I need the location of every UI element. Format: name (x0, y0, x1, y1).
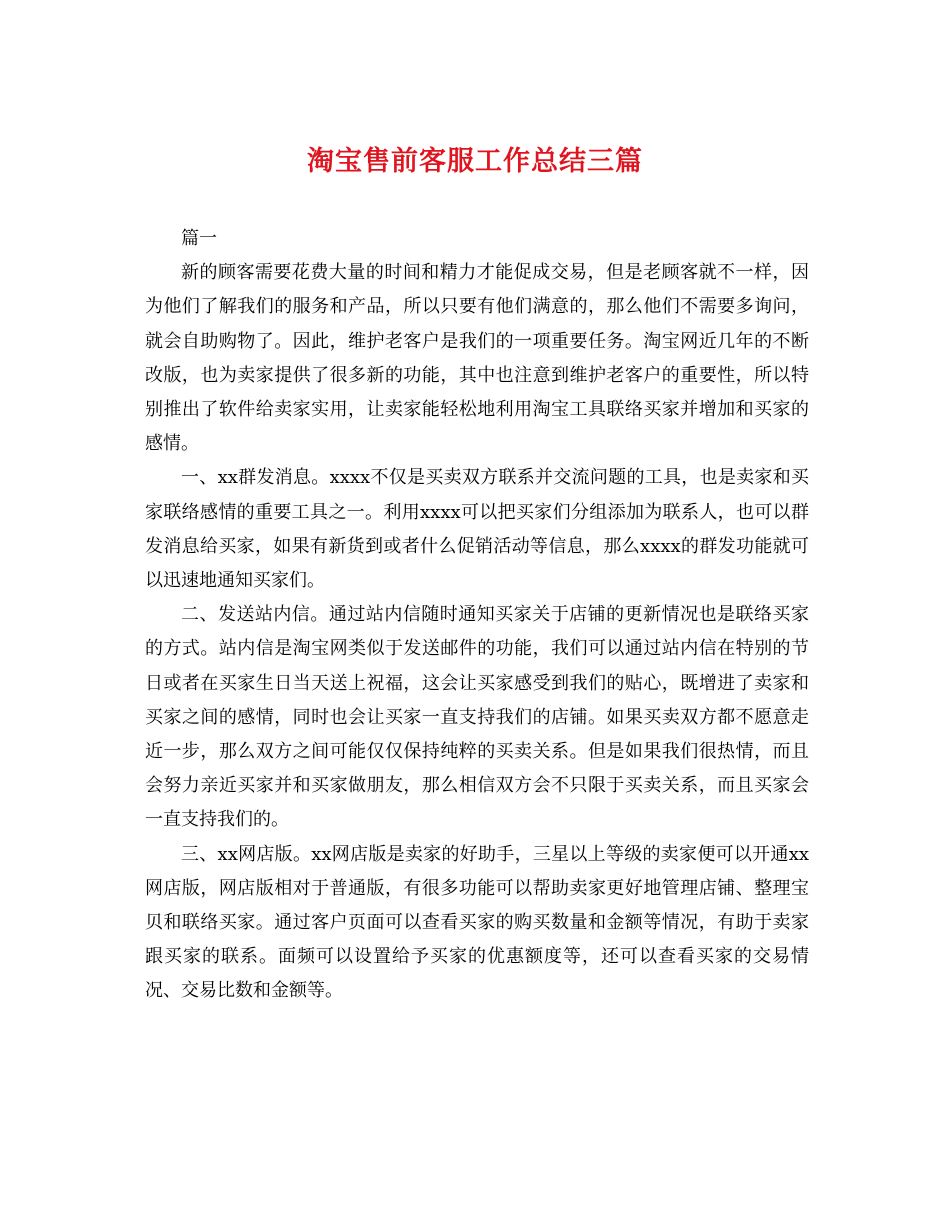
body-paragraph: 新的顾客需要花费大量的时间和精力才能促成交易，但是老顾客就不一样，因为他们了解我们的服务和产品，所以只要有他们满意的，那么他们不需要多询问，就会自助购物了。因此，维护老客户是我们的一项重要任务。淘宝网近几年的不断改版，也为卖家提供了很多新的功能，其中也注意到维护老客户的重要性，所以特别推出了软件给卖家实用，让卖家能轻松地利用淘宝工具联络买家并增加和买家的感情。 (145, 262, 809, 455)
document-body (145, 222, 809, 1009)
body-paragraph: 一、xx群发消息。xxxx不仅是买卖双方联系并交流问题的工具，也是卖家和买家联络感情的重要工具之一。利用xxxx可以把买家们分组添加为联系人，也可以群发消息给买家，如果有新货到或者什么促销活动等信息，那么xxxx的群发功能就可以迅速地通知买家们。 (145, 467, 809, 592)
body-paragraph: 二、发送站内信。通过站内信随时通知买家关于店铺的更新情况也是联络买家的方式。站内信是淘宝网类似于发送邮件的功能，我们可以通过站内信在特别的节日或者在买家生日当天送上祝福，这会让买家感受到我们的贴心，既增进了卖家和买家之间的感情，同时也会让买家一直支持我们的店铺。如果买卖双方都不愿意走近一步，那么双方之间可能仅仅保持纯粹的买卖关系。但是如果我们很热情，而且会努力亲近买家并和买家做朋友，那么相信双方会不只限于买卖关系，而且买家会一直支持我们的。 (145, 604, 809, 831)
section-heading: 篇一 (181, 228, 217, 249)
body-paragraph: 三、xx网店版。xx网店版是卖家的好助手，三星以上等级的卖家便可以开通xx网店版，网店版相对于普通版，有很多功能可以帮助卖家更好地管理店铺、整理宝贝和联络买家。通过客户页面可以查看买家的购买数量和金额等情况，有助于卖家跟买家的联系。面频可以设置给予买家的优惠额度等，还可以查看买家的交易情况、交易比数和金额等。 (145, 843, 809, 1002)
document-title: 淘宝售前客服工作总结三篇 (307, 146, 643, 177)
